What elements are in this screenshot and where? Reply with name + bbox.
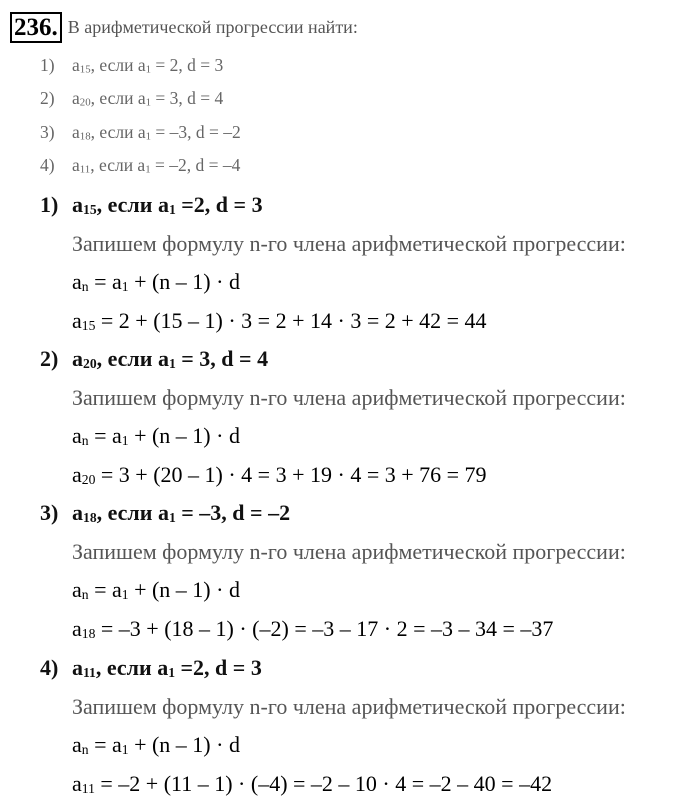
solution-number: 2) xyxy=(40,346,59,371)
subscript: n xyxy=(81,279,89,295)
text-segment: = 3, d = 4 xyxy=(151,88,224,108)
text-segment: =2, d = 3 xyxy=(175,192,263,217)
text-segment: =2, d = 3 xyxy=(175,655,262,680)
text-segment: a xyxy=(72,655,83,680)
text-segment: + (n – 1) · d xyxy=(128,732,240,757)
text-segment: = 2, d = 3 xyxy=(151,55,224,75)
subscript: 1 xyxy=(145,163,151,176)
task-number: 3) xyxy=(40,122,55,142)
text-segment: a xyxy=(72,577,82,602)
subscript: 18 xyxy=(79,130,91,143)
text-segment: + (n – 1) · d xyxy=(128,577,240,602)
text-segment: = –3, d = –2 xyxy=(175,500,291,525)
text-segment: = 3 + (20 – 1) · 4 = 3 + 19 · 4 = 3 + 76 = 79 xyxy=(95,461,487,487)
subscript: 1 xyxy=(168,510,176,526)
text-segment: a xyxy=(72,346,83,371)
problem-header xyxy=(10,12,358,43)
text-segment: + (n – 1) · d xyxy=(128,269,240,294)
text-segment: , если a xyxy=(96,500,169,525)
text-segment: a xyxy=(72,423,82,448)
calculation xyxy=(72,616,553,642)
subscript: 1 xyxy=(145,63,152,76)
text-segment: a xyxy=(72,155,80,175)
solution-heading xyxy=(40,500,290,526)
solution-intro: Запишем формулу n-го члена арифметической прогрессии: xyxy=(72,538,626,564)
solution-heading xyxy=(40,655,262,681)
subscript: 1 xyxy=(121,742,129,758)
task-item xyxy=(40,88,223,109)
subscript: 20 xyxy=(79,96,91,109)
task-item xyxy=(40,122,241,143)
task-item xyxy=(40,55,223,76)
text-segment: , если a xyxy=(96,192,169,217)
text-segment: a xyxy=(72,55,80,75)
calculation xyxy=(72,771,552,797)
general-formula xyxy=(72,269,240,295)
text-segment: = –3, d = –2 xyxy=(151,122,241,142)
subscript: 18 xyxy=(83,510,97,526)
subscript: 1 xyxy=(168,356,176,372)
solution-intro: Запишем формулу n-го члена арифметической прогрессии: xyxy=(72,693,626,719)
problem-number: 236. xyxy=(10,12,62,43)
text-segment: = a xyxy=(88,577,122,602)
subscript: 1 xyxy=(145,130,152,143)
subscript: 11 xyxy=(79,163,91,176)
subscript: n xyxy=(81,587,89,603)
solution-number: 3) xyxy=(40,500,59,525)
solution-number: 1) xyxy=(40,192,59,217)
subscript: 1 xyxy=(121,433,129,449)
subscript: 1 xyxy=(168,202,176,218)
text-segment: a xyxy=(72,307,82,333)
solution-intro: Запишем формулу n-го члена арифметической прогрессии: xyxy=(72,384,626,410)
solution-number: 4) xyxy=(40,655,59,680)
solution-heading xyxy=(40,192,263,218)
text-segment: a xyxy=(72,269,82,294)
problem-statement: В арифметической прогрессии найти: xyxy=(67,17,358,37)
subscript: 15 xyxy=(81,317,96,333)
text-segment: a xyxy=(72,461,82,487)
text-segment: , если a xyxy=(90,122,146,142)
text-segment: , если a xyxy=(90,55,146,75)
calculation xyxy=(72,462,487,488)
text-segment: , если a xyxy=(90,155,146,175)
subscript: n xyxy=(81,433,89,449)
subscript: 1 xyxy=(121,279,129,295)
text-segment: = 3, d = 4 xyxy=(175,346,269,371)
solution-intro: Запишем формулу n-го члена арифметической прогрессии: xyxy=(72,230,626,256)
subscript: 1 xyxy=(168,665,176,681)
text-segment: = a xyxy=(88,269,122,294)
subscript: 15 xyxy=(83,202,97,218)
text-segment: = –3 + (18 – 1) · (–2) = –3 – 17 · 2 = –3 – 34 = –37 xyxy=(95,615,554,641)
general-formula xyxy=(72,423,240,449)
subscript: 15 xyxy=(79,63,91,76)
general-formula xyxy=(72,577,240,603)
text-segment: a xyxy=(72,88,80,108)
subscript: 1 xyxy=(121,587,129,603)
general-formula xyxy=(72,732,240,758)
text-segment: = –2 + (11 – 1) · (–4) = –2 – 10 · 4 = –2 – 40 = –42 xyxy=(94,770,553,796)
subscript: 20 xyxy=(83,356,97,372)
text-segment: a xyxy=(72,615,82,641)
subscript: 11 xyxy=(83,665,96,681)
calculation xyxy=(72,308,487,334)
subscript: 20 xyxy=(81,471,96,487)
text-segment: , если a xyxy=(90,88,146,108)
task-item xyxy=(40,155,240,176)
subscript: 11 xyxy=(81,780,95,796)
solution-heading xyxy=(40,346,268,372)
text-segment: a xyxy=(72,732,82,757)
task-number: 1) xyxy=(40,55,55,75)
subscript: 1 xyxy=(145,96,152,109)
task-number: 2) xyxy=(40,88,55,108)
text-segment: a xyxy=(72,500,83,525)
text-segment: a xyxy=(72,770,82,796)
text-segment: = a xyxy=(88,732,122,757)
text-segment: a xyxy=(72,192,83,217)
task-number: 4) xyxy=(40,155,55,175)
text-segment: = 2 + (15 – 1) · 3 = 2 + 14 · 3 = 2 + 42 = 44 xyxy=(95,307,487,333)
text-segment: , если a xyxy=(95,655,169,680)
subscript: n xyxy=(81,742,89,758)
subscript: 18 xyxy=(81,625,96,641)
text-segment: = a xyxy=(88,423,122,448)
text-segment: = –2, d = –4 xyxy=(150,155,241,175)
text-segment: + (n – 1) · d xyxy=(128,423,240,448)
text-segment: , если a xyxy=(96,346,169,371)
text-segment: a xyxy=(72,122,80,142)
